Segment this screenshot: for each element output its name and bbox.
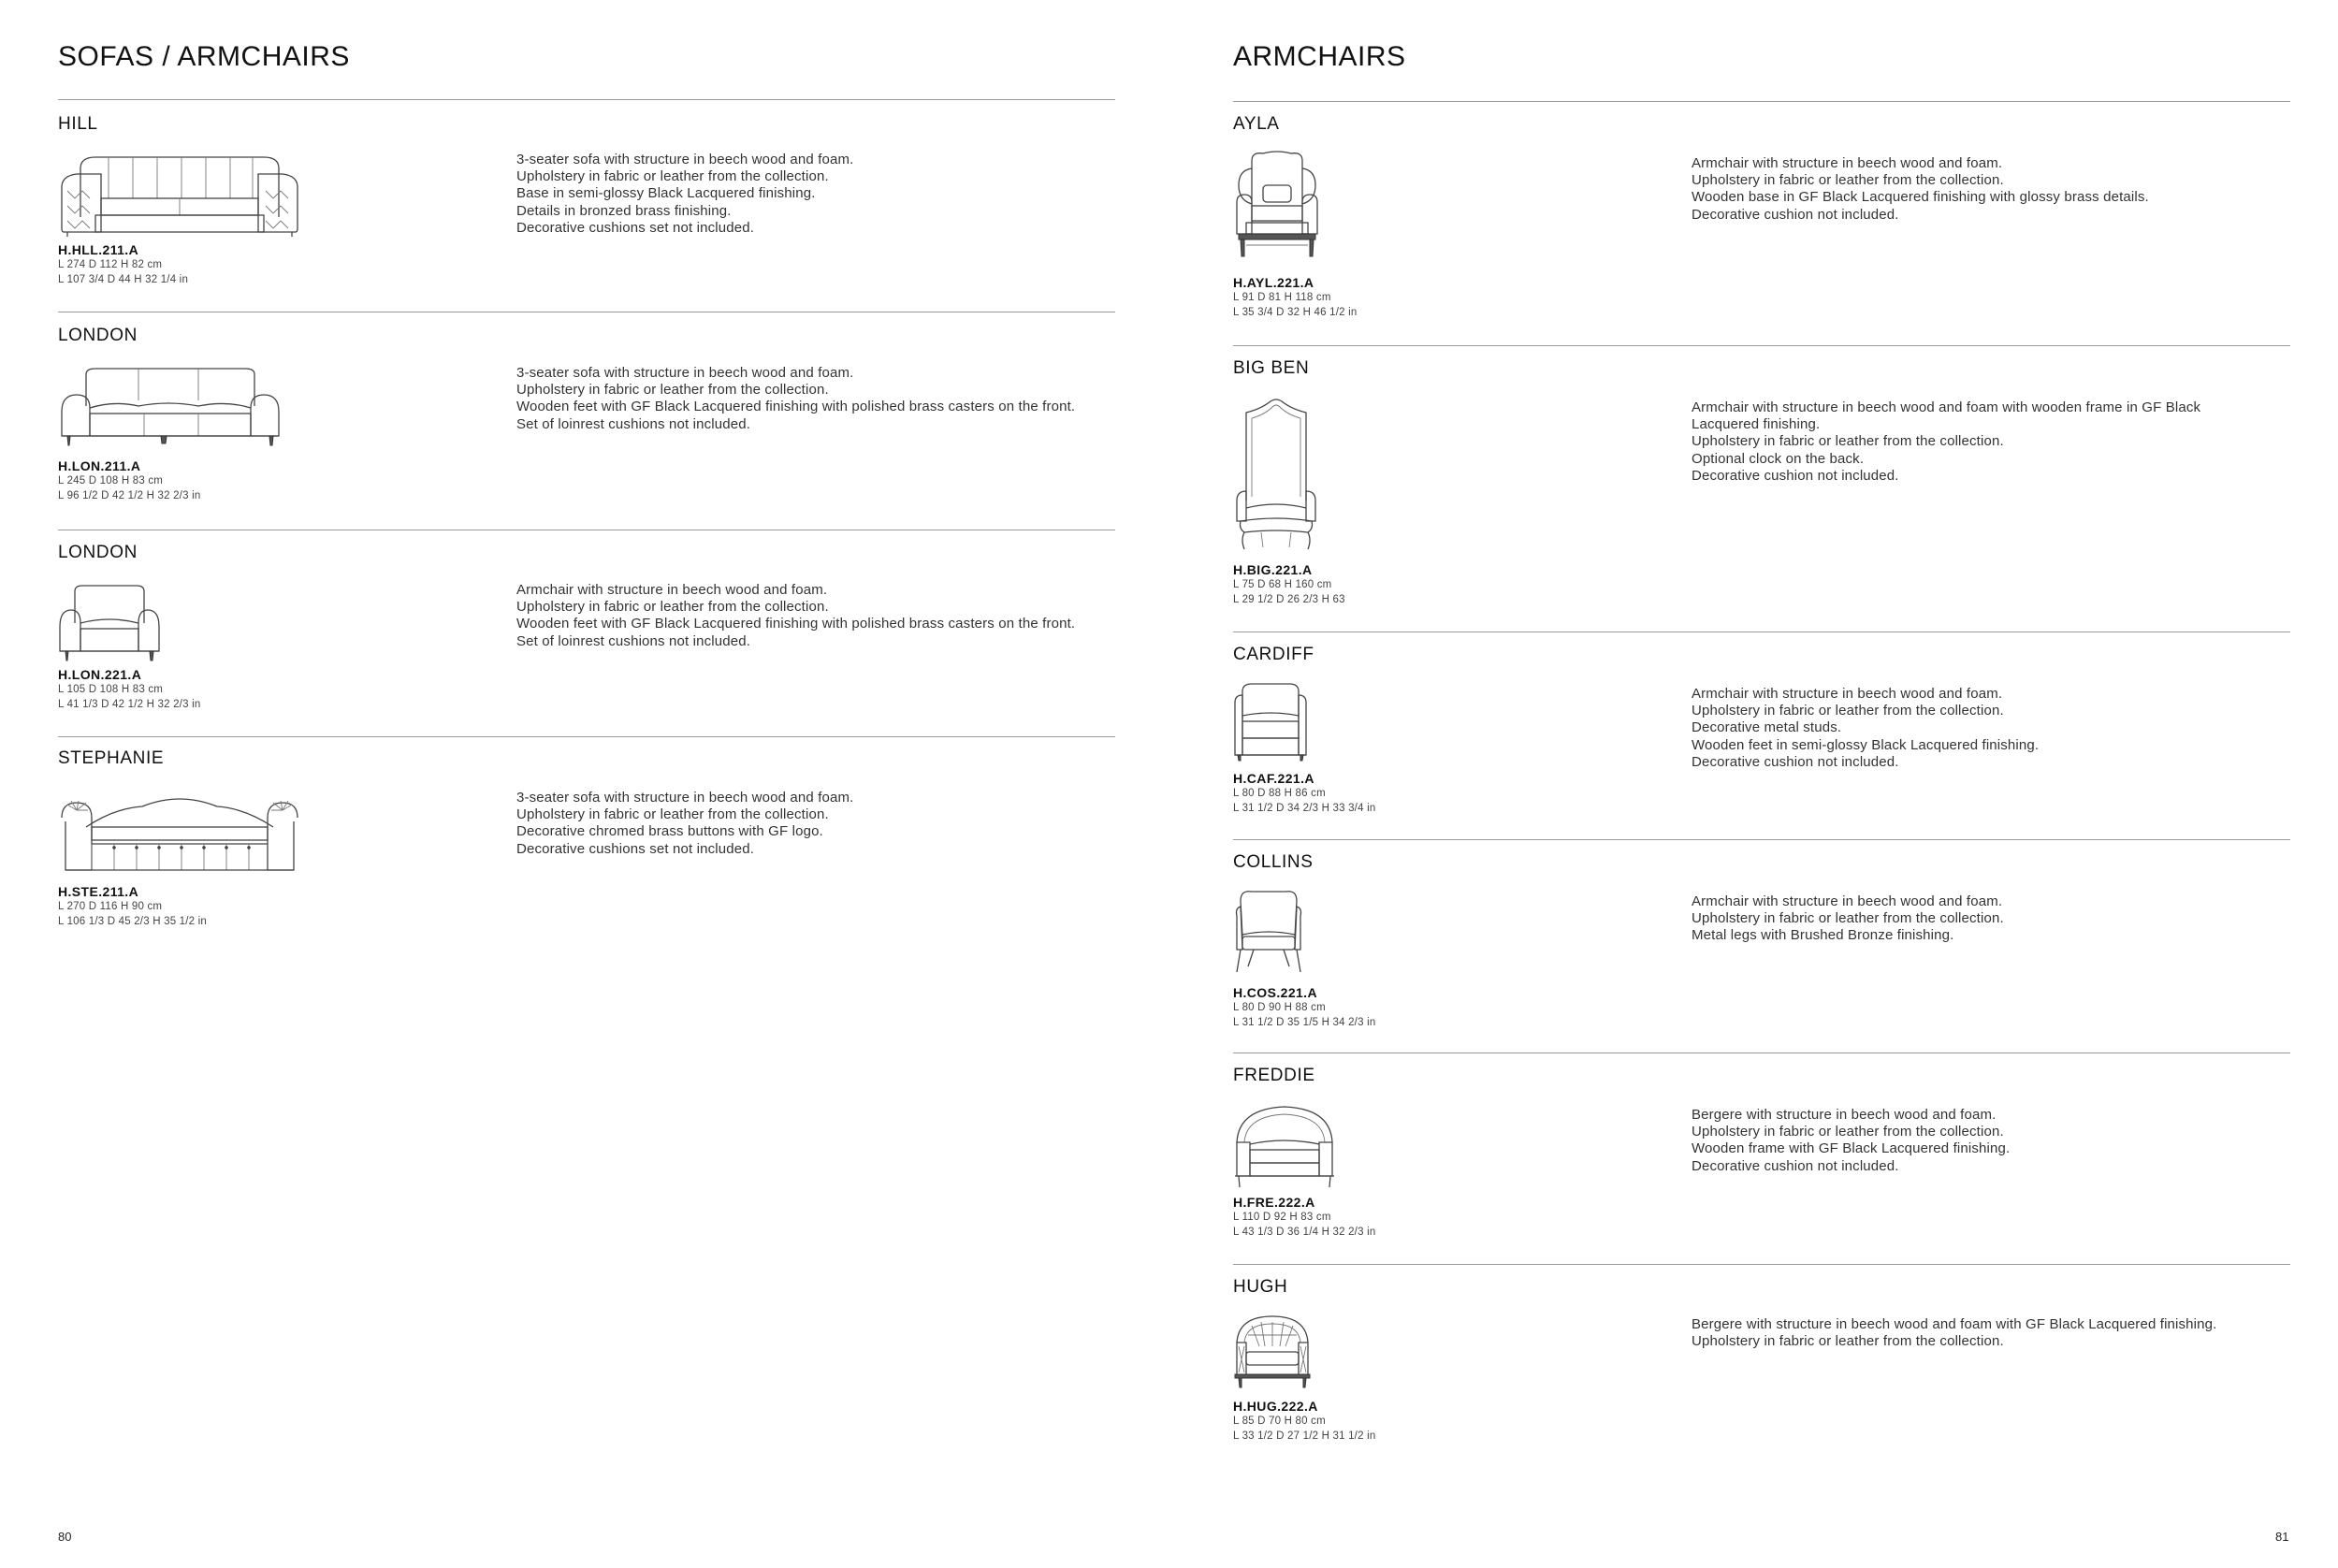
three-seater-sofa-icon (58, 365, 283, 447)
product-code: H.COS.221.A (1233, 985, 1317, 1000)
description-line: Wooden frame with GF Black Lacquered finishing. (1692, 1140, 2011, 1157)
product-name: COLLINS (1233, 852, 1314, 872)
product-code: H.CAF.221.A (1233, 771, 1314, 786)
product-code: H.FRE.222.A (1233, 1195, 1315, 1210)
product-name: HUGH (1233, 1277, 1288, 1297)
divider (1233, 1264, 2290, 1265)
dimensions-cm: L 91 D 81 H 118 cm (1233, 292, 1331, 303)
description-line: Metal legs with Brushed Bronze finishing. (1692, 927, 1954, 944)
divider (1233, 839, 2290, 840)
dimensions-cm: L 75 D 68 H 160 cm (1233, 579, 1332, 590)
description-line: Armchair with structure in beech wood and foam. (1692, 155, 2003, 171)
product-description (1692, 893, 2004, 945)
description-line: Base in semi-glossy Black Lacquered finishing. (516, 185, 816, 202)
description-line: Upholstery in fabric or leather from the collection. (1692, 910, 2004, 927)
dimensions-in: L 107 3/4 D 44 H 32 1/4 in (58, 274, 189, 285)
dimensions-cm: L 105 D 108 H 83 cm (58, 684, 164, 695)
divider (58, 736, 1115, 737)
product-code: H.LON.221.A (58, 667, 142, 682)
product-name: LONDON (58, 326, 138, 345)
product-ayla (1233, 114, 2290, 329)
dimensions-in: L 35 3/4 D 32 H 46 1/2 in (1233, 307, 1358, 318)
description-line: Decorative cushion not included. (1692, 1157, 1899, 1174)
description-line: Decorative cushion not included. (1692, 467, 1899, 484)
product-description (1692, 155, 2149, 224)
description-line: Wooden feet in semi-glossy Black Lacquered finishing. (1692, 736, 2040, 753)
description-line: Upholstery in fabric or leather from the collection. (516, 168, 829, 185)
product-cardiff (1233, 645, 2290, 832)
page-number-left: 80 (58, 1530, 72, 1544)
dimensions-in: L 31 1/2 D 34 2/3 H 33 3/4 in (1233, 803, 1376, 814)
description-line: Wooden base in GF Black Lacquered finishing with glossy brass details. (1692, 189, 2149, 206)
product-description (1692, 399, 2200, 485)
dimensions-cm: L 245 D 108 H 83 cm (58, 475, 164, 486)
product-description (516, 365, 1075, 433)
product-name: STEPHANIE (58, 748, 165, 768)
studded-armchair-icon (1233, 682, 1308, 762)
page-number-right: 81 (2275, 1530, 2289, 1544)
description-line: Decorative cushion not included. (1692, 753, 1899, 770)
dimensions-in: L 33 1/2 D 27 1/2 H 31 1/2 in (1233, 1430, 1376, 1442)
product-code: H.HUG.222.A (1233, 1399, 1318, 1414)
product-name: HILL (58, 114, 98, 134)
description-line: Wooden feet with GF Black Lacquered finishing with polished brass casters on the front. (516, 399, 1076, 415)
description-line: Upholstery in fabric or leather from the collection. (516, 382, 829, 399)
description-line: Details in bronzed brass finishing. (516, 202, 732, 219)
divider (58, 99, 1115, 100)
description-line: Armchair with structure in beech wood and foam. (1692, 686, 2003, 702)
dimensions-cm: L 110 D 92 H 83 cm (1233, 1212, 1331, 1223)
divider (1233, 101, 2290, 102)
description-line: Decorative cushions set not included. (516, 219, 755, 236)
tall-back-armchair-icon (1233, 398, 1319, 551)
dimensions-in: L 43 1/3 D 36 1/4 H 32 2/3 in (1233, 1227, 1376, 1238)
description-line: Upholstery in fabric or leather from the collection. (1692, 433, 2004, 450)
description-line: Armchair with structure in beech wood and foam. (1692, 893, 2003, 909)
dimensions-in: L 31 1/2 D 35 1/5 H 34 2/3 in (1233, 1017, 1376, 1028)
product-freddie (1233, 1066, 2290, 1253)
description-line: Set of loinrest cushions not included. (516, 632, 751, 649)
description-line: Upholstery in fabric or leather from the collection. (516, 599, 829, 616)
product-big-ben (1233, 358, 2290, 620)
dimensions-in: L 96 1/2 D 42 1/2 H 32 2/3 in (58, 490, 201, 501)
product-name: FREDDIE (1233, 1066, 1315, 1085)
product-code: H.HLL.211.A (58, 242, 139, 257)
description-line: Armchair with structure in beech wood and foam. (516, 582, 828, 598)
description-line: Decorative metal studs. (1692, 719, 1842, 736)
divider (1233, 345, 2290, 346)
description-line: Wooden feet with GF Black Lacquered finishing with polished brass casters on the front. (516, 616, 1076, 632)
camelback-sofa-icon (58, 790, 301, 876)
product-london-sofa (58, 326, 1115, 513)
dimensions-in: L 106 1/3 D 45 2/3 H 35 1/2 in (58, 916, 208, 927)
description-line: Upholstery in fabric or leather from the collection. (516, 806, 829, 823)
description-line: Optional clock on the back. (1692, 450, 1865, 467)
caned-bergere-icon (1233, 1314, 1312, 1389)
description-line: 3-seater sofa with structure in beech wood and foam. (516, 152, 854, 167)
description-line: Armchair with structure in beech wood and foam with wooden frame in GF Black (1692, 399, 2201, 415)
product-description (516, 790, 854, 858)
description-line: 3-seater sofa with structure in beech wood and foam. (516, 790, 854, 806)
product-london-armchair (58, 543, 1115, 720)
club-armchair-icon (58, 584, 161, 662)
product-description (516, 152, 854, 237)
description-line: Lacquered finishing. (1692, 416, 1821, 433)
description-line: Decorative chromed brass buttons with GF logo. (516, 823, 823, 840)
right-page-title: ARMCHAIRS (1233, 41, 1406, 72)
dimensions-cm: L 80 D 90 H 88 cm (1233, 1002, 1326, 1013)
product-code: H.BIG.221.A (1233, 562, 1313, 577)
product-name: AYLA (1233, 114, 1280, 134)
product-description (1692, 1316, 2216, 1350)
product-stephanie (58, 748, 1115, 936)
product-name: LONDON (58, 543, 138, 562)
dimensions-cm: L 85 D 70 H 80 cm (1233, 1416, 1326, 1427)
product-collins (1233, 852, 2290, 1049)
wingback-armchair-icon (1233, 148, 1321, 260)
product-code: H.STE.211.A (58, 884, 139, 899)
product-name: BIG BEN (1233, 358, 1310, 378)
description-line: 3-seater sofa with structure in beech wood and foam. (516, 365, 854, 381)
description-line: Bergere with structure in beech wood and foam. (1692, 1107, 1997, 1123)
product-code: H.LON.211.A (58, 458, 141, 473)
description-line: Decorative cushion not included. (1692, 206, 1899, 223)
description-line: Upholstery in fabric or leather from the collection. (1692, 1124, 2004, 1140)
description-line: Set of loinrest cushions not included. (516, 415, 751, 432)
chesterfield-sofa-icon (58, 150, 301, 240)
dimensions-cm: L 80 D 88 H 86 cm (1233, 788, 1326, 799)
bergere-armchair-icon (1233, 1105, 1336, 1189)
description-line: Upholstery in fabric or leather from the collection. (1692, 703, 2004, 719)
dimensions-cm: L 274 D 112 H 82 cm (58, 259, 163, 270)
dimensions-in: L 29 1/2 D 26 2/3 H 63 (1233, 594, 1345, 605)
description-line: Upholstery in fabric or leather from the collection. (1692, 1333, 2004, 1350)
dimensions-cm: L 270 D 116 H 90 cm (58, 901, 163, 912)
product-hill (58, 114, 1115, 301)
product-hugh (1233, 1277, 2290, 1464)
metal-leg-armchair-icon (1233, 888, 1304, 976)
description-line: Decorative cushions set not included. (516, 840, 755, 857)
product-description (1692, 1107, 2010, 1175)
product-name: CARDIFF (1233, 645, 1314, 664)
dimensions-in: L 41 1/3 D 42 1/2 H 32 2/3 in (58, 699, 201, 710)
product-code: H.AYL.221.A (1233, 275, 1314, 290)
left-page-title: SOFAS / ARMCHAIRS (58, 41, 350, 72)
description-line: Upholstery in fabric or leather from the collection. (1692, 172, 2004, 189)
product-description (1692, 686, 2039, 771)
product-description (516, 582, 1075, 650)
description-line: Bergere with structure in beech wood and foam with GF Black Lacquered finishing. (1692, 1316, 2217, 1332)
